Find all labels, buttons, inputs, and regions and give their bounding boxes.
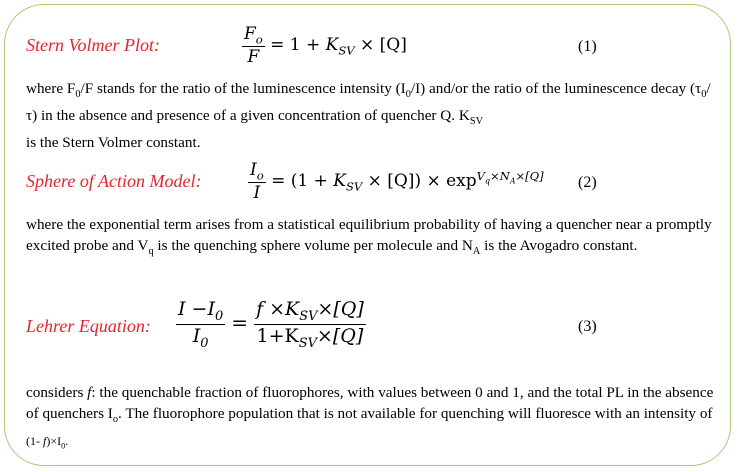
equation-1: $\frac{F_o}{F}$ = $1 + K_{SV} \times [Q]$ bbox=[244, 24, 407, 68]
equation-3-description: considers f: the quenchable fraction of fluorophores, with values between 0 and 1, and the total PL in the absence of quenchers $I_o$. The fluorophore population that is not available for quenching will fluoresce with an intensity of (1- $f)\times I_0$. bbox=[26, 384, 714, 451]
equation-2: $\frac{I_o}{I}$ = $(1 + K_{SV} \times [Q]) \times \exp^{V_q\times N_A\times[Q]}$ bbox=[250, 160, 544, 204]
equation-2-number: (2) bbox=[578, 174, 597, 191]
equation-3: $\frac{I -I_0}{I_0}$ = $\frac{f \times K_{SV}\times[Q]}{1+K_{SV}\times[Q]}$ bbox=[178, 298, 364, 351]
sphere-of-action-label: Sphere of Action Model: bbox=[26, 171, 202, 191]
equation-3-number: (3) bbox=[578, 318, 597, 335]
equation-1-number: (1) bbox=[578, 38, 597, 55]
equation-1-description: where $F_0/F$ stands for the ratio of the luminescence intensity $(I_0/I)$ and/or the ratio of the luminescence decay $(\tau_0/\tau)$ in the absence and presence of a given concentration of quencher Q. $K_{SV}$ is the Stern Volmer constant. bbox=[26, 80, 711, 152]
stern-volmer-label: Stern Volmer Plot: bbox=[26, 35, 160, 55]
lehrer-equation-label: Lehrer Equation: bbox=[26, 316, 151, 336]
equation-2-description: where the exponential term arises from a statistical equilibrium probability of having a quencher near a promptly excited probe and $V_q$ is the quenching sphere volume per molecule and $N_A$ is the Avogadro constant. bbox=[26, 216, 712, 258]
